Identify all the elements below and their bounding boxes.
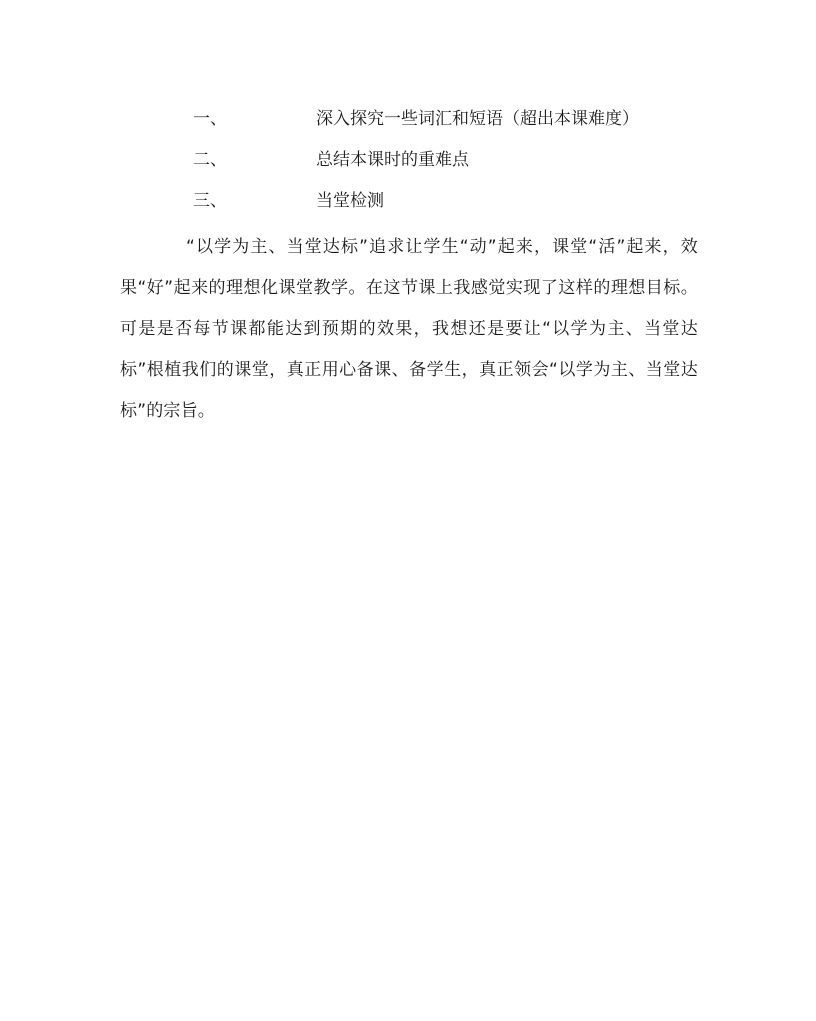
list-item: [193, 189, 384, 213]
list-item-text: 当堂检测: [316, 191, 384, 211]
list-marker: 三、: [193, 191, 227, 211]
list-marker: 一、: [193, 109, 227, 129]
body-paragraph: “以学为主、当堂达标”追求让学生“动”起来，课堂“活”起来，效果“好”起来的理想化课堂教学。在这节课上我感觉实现了这样的理想目标。可是是否每节课都能达到预期的效果，我想还是要让“以学为主、当堂达标”根植我们的课堂，真正用心备课、备学生，真正领会“以学为主、当堂达标”的宗旨。: [120, 237, 698, 421]
list-item-text: 深入探究一些词汇和短语（超出本课难度）: [316, 109, 639, 129]
list-item-text: 总结本课时的重难点: [316, 150, 469, 170]
list-marker: 二、: [193, 150, 227, 170]
list-item: [193, 107, 639, 131]
list-item: [193, 148, 469, 172]
